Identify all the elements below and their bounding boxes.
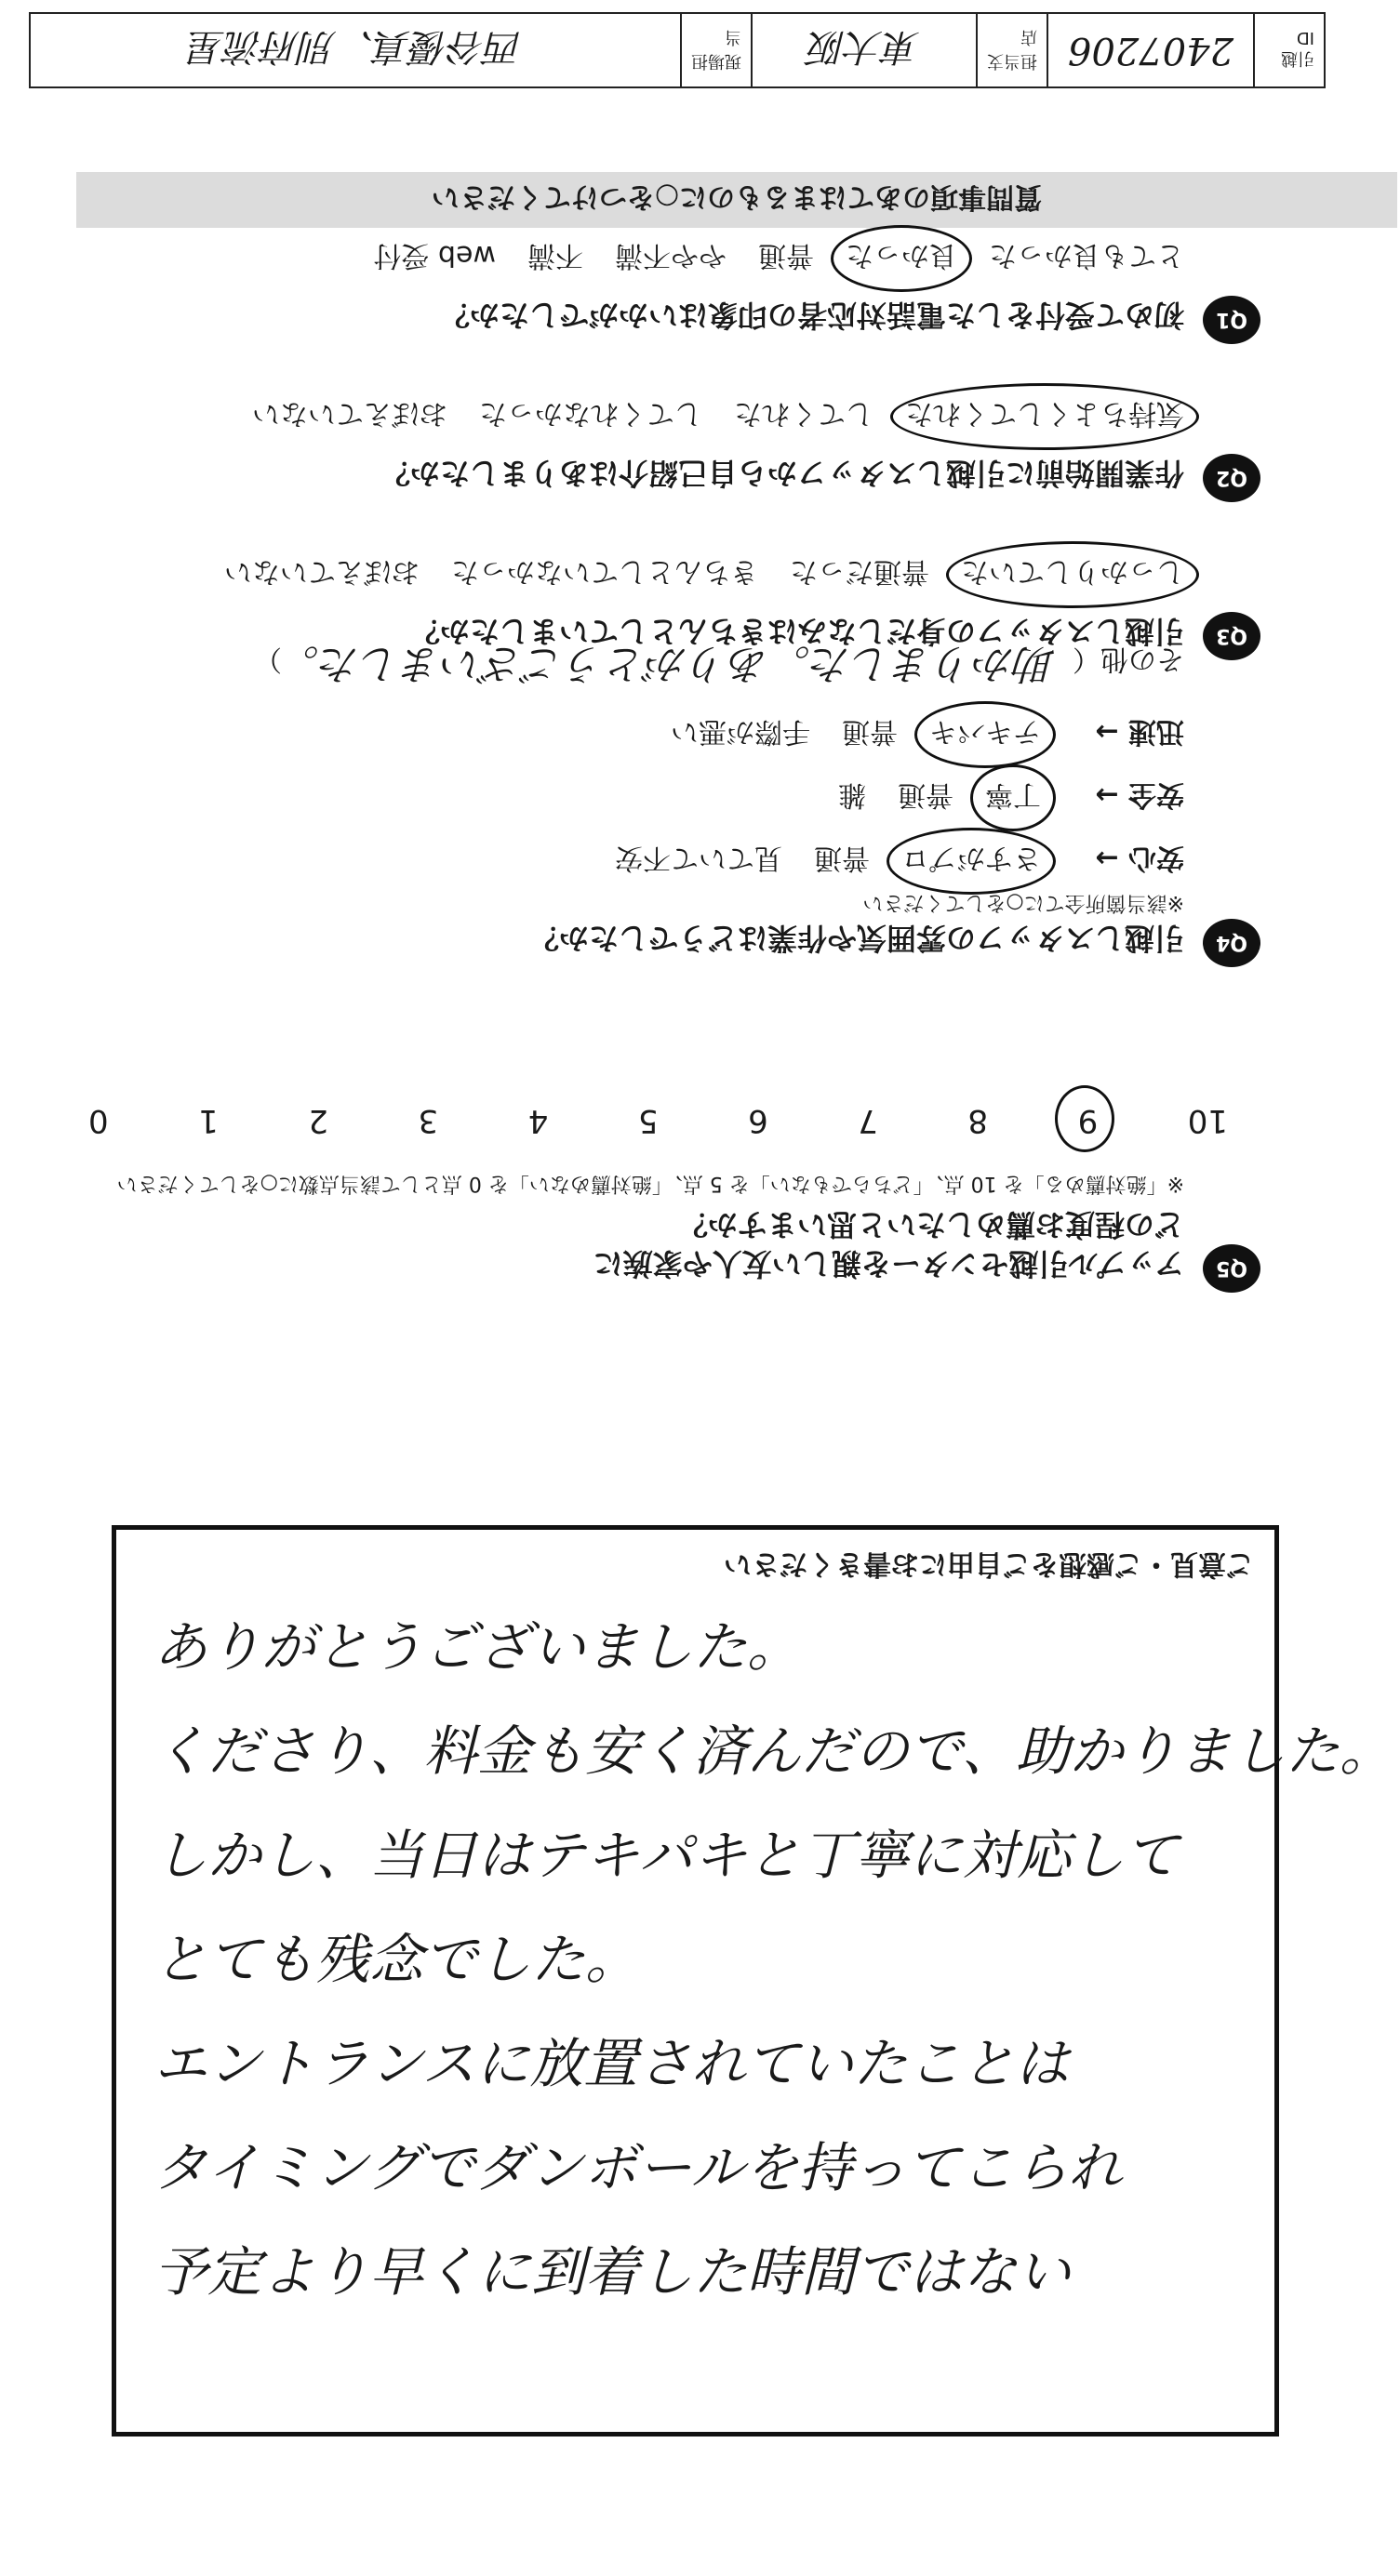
score-6[interactable]: 6 <box>748 1102 768 1139</box>
q4-option-selected[interactable]: さすがプロ <box>901 841 1041 882</box>
q1-option[interactable]: 普通 <box>758 239 814 272</box>
q1-text: 初めて受付をした電話対応者の印象はいかがでしたか？ <box>439 298 1184 333</box>
comment-line: 予定より早くに到着した時間ではない <box>153 2240 1072 2304</box>
header-strip <box>29 12 1326 88</box>
comment-line: タイミングでダンボールを持ってこられ <box>153 2136 1123 2199</box>
q3-option-selected[interactable]: しっかりしていた <box>961 554 1184 595</box>
question-5 <box>88 1153 1260 1293</box>
question-4 <box>88 640 1260 967</box>
score-4[interactable]: 4 <box>527 1102 549 1139</box>
score-3[interactable]: 3 <box>418 1102 439 1139</box>
q1-option[interactable]: 不満 <box>527 239 583 272</box>
q4-row-label: 安心 → <box>1095 842 1184 874</box>
q4-option[interactable]: 普通 <box>898 778 953 811</box>
q2-option[interactable]: おぼえていない <box>252 397 447 430</box>
score-0[interactable]: 0 <box>88 1102 109 1139</box>
q4-note: ※該当箇所全てに○をしてください <box>862 891 1184 914</box>
q5-text-line1: アップル引越センターを親しい友人や家族に <box>593 1246 1184 1281</box>
q4-text: 引越しスタッフの雰囲気や作業はどうでしたか？ <box>528 921 1184 956</box>
q5-score-scale <box>88 1102 1228 1139</box>
score-8[interactable]: 8 <box>967 1102 989 1139</box>
id-value[interactable]: 2407206 <box>1047 14 1253 86</box>
q4-option-selected[interactable]: 丁寧 <box>985 777 1041 818</box>
q4-row-anshin <box>615 841 1184 882</box>
q4-other <box>254 638 1184 697</box>
q4-row-jinsoku <box>671 714 1184 755</box>
q3-option[interactable]: おぼえていない <box>224 555 420 588</box>
comment-line: エントランスに放置されていたことは <box>153 2032 1070 2095</box>
q2-options <box>252 396 1184 437</box>
q4-option[interactable]: 手際が悪い <box>671 715 810 748</box>
q3-option[interactable]: きちんとしていなかった <box>451 555 758 588</box>
q4-other-close: ） <box>254 643 282 675</box>
comment-line: しかし、当日はテキパキと丁寧に対応して <box>153 1824 1180 1887</box>
q4-option[interactable]: 普通 <box>814 842 870 874</box>
q2-badge: Q2 <box>1203 454 1260 502</box>
q4-option-selected[interactable]: テキパキ <box>929 714 1041 755</box>
q5-note: ※「絶対薦める」を 10 点、「どちらでもない」を 5 点、「絶対薦めない」を 0 点として該当点数に○をしてください <box>116 1172 1184 1195</box>
instructions-banner: 質問事項のあてはまるものに○をつけてください <box>76 172 1397 228</box>
q4-row-label: 安全 → <box>1095 778 1184 811</box>
q3-text: 引越しスタッフの身だしなみはきちんとしていましたか？ <box>409 614 1184 649</box>
comment-handwriting[interactable] <box>153 1595 1393 2324</box>
q1-option[interactable]: とても良かった <box>989 239 1184 272</box>
comment-line: ありがとうございました。 <box>153 1615 802 1679</box>
q1-option[interactable]: やや不満 <box>615 239 727 272</box>
id-label: 引越ID <box>1253 14 1324 86</box>
score-7[interactable]: 7 <box>858 1102 878 1139</box>
q2-text: 作業開始前に引越しスタッフから自己紹介はありましたか？ <box>380 456 1184 491</box>
q4-other-handwritten[interactable]: 助かりました。ありがとうございました。 <box>299 640 1056 687</box>
q1-options <box>373 238 1184 279</box>
score-9-selected[interactable]: 9 <box>1077 1102 1099 1139</box>
branch-value[interactable]: 東大阪 <box>751 14 976 86</box>
score-2[interactable]: 2 <box>308 1102 328 1139</box>
leader-value[interactable]: 西谷優真、別府流星 <box>188 25 523 69</box>
q3-badge: Q3 <box>1203 612 1260 660</box>
q5-text-line2: どの程度お薦めしたいと思いますか？ <box>677 1207 1184 1242</box>
q5-badge: Q5 <box>1203 1244 1260 1293</box>
comment-title: ご意見・ご感想をご自由にお書きください <box>724 1547 1254 1580</box>
comment-box <box>112 1525 1393 2437</box>
q4-option[interactable]: 見ていて不安 <box>615 842 782 874</box>
score-1[interactable]: 1 <box>198 1102 219 1139</box>
leader-label: 現場担当 <box>680 14 751 86</box>
q2-option[interactable]: してくれた <box>734 397 873 430</box>
q3-option[interactable]: 普通だった <box>790 555 929 588</box>
q4-row-anzen <box>838 777 1184 818</box>
q3-options <box>224 554 1184 595</box>
q4-option[interactable]: 雑 <box>838 778 866 811</box>
q1-option[interactable]: web 受付 <box>373 239 496 272</box>
q4-row-label: 迅速 → <box>1095 715 1184 748</box>
comment-line: くださり、料金も安く済んだので、助かりました。 <box>153 1720 1393 1783</box>
q1-badge: Q1 <box>1203 296 1260 344</box>
q1-option-selected[interactable]: 良かった <box>846 238 957 279</box>
score-10[interactable]: 10 <box>1187 1102 1228 1139</box>
branch-label: 担当支店 <box>976 14 1047 86</box>
q4-other-label: その他（ <box>1073 643 1184 675</box>
q2-option-selected[interactable]: 気持ちよくしてくれた <box>905 396 1184 437</box>
q4-option[interactable]: 普通 <box>842 715 898 748</box>
score-5[interactable]: 5 <box>637 1102 659 1139</box>
q2-option[interactable]: してくれなかった <box>479 397 702 430</box>
q4-badge: Q4 <box>1203 919 1260 967</box>
comment-line: とても残念でした。 <box>153 1928 640 1991</box>
